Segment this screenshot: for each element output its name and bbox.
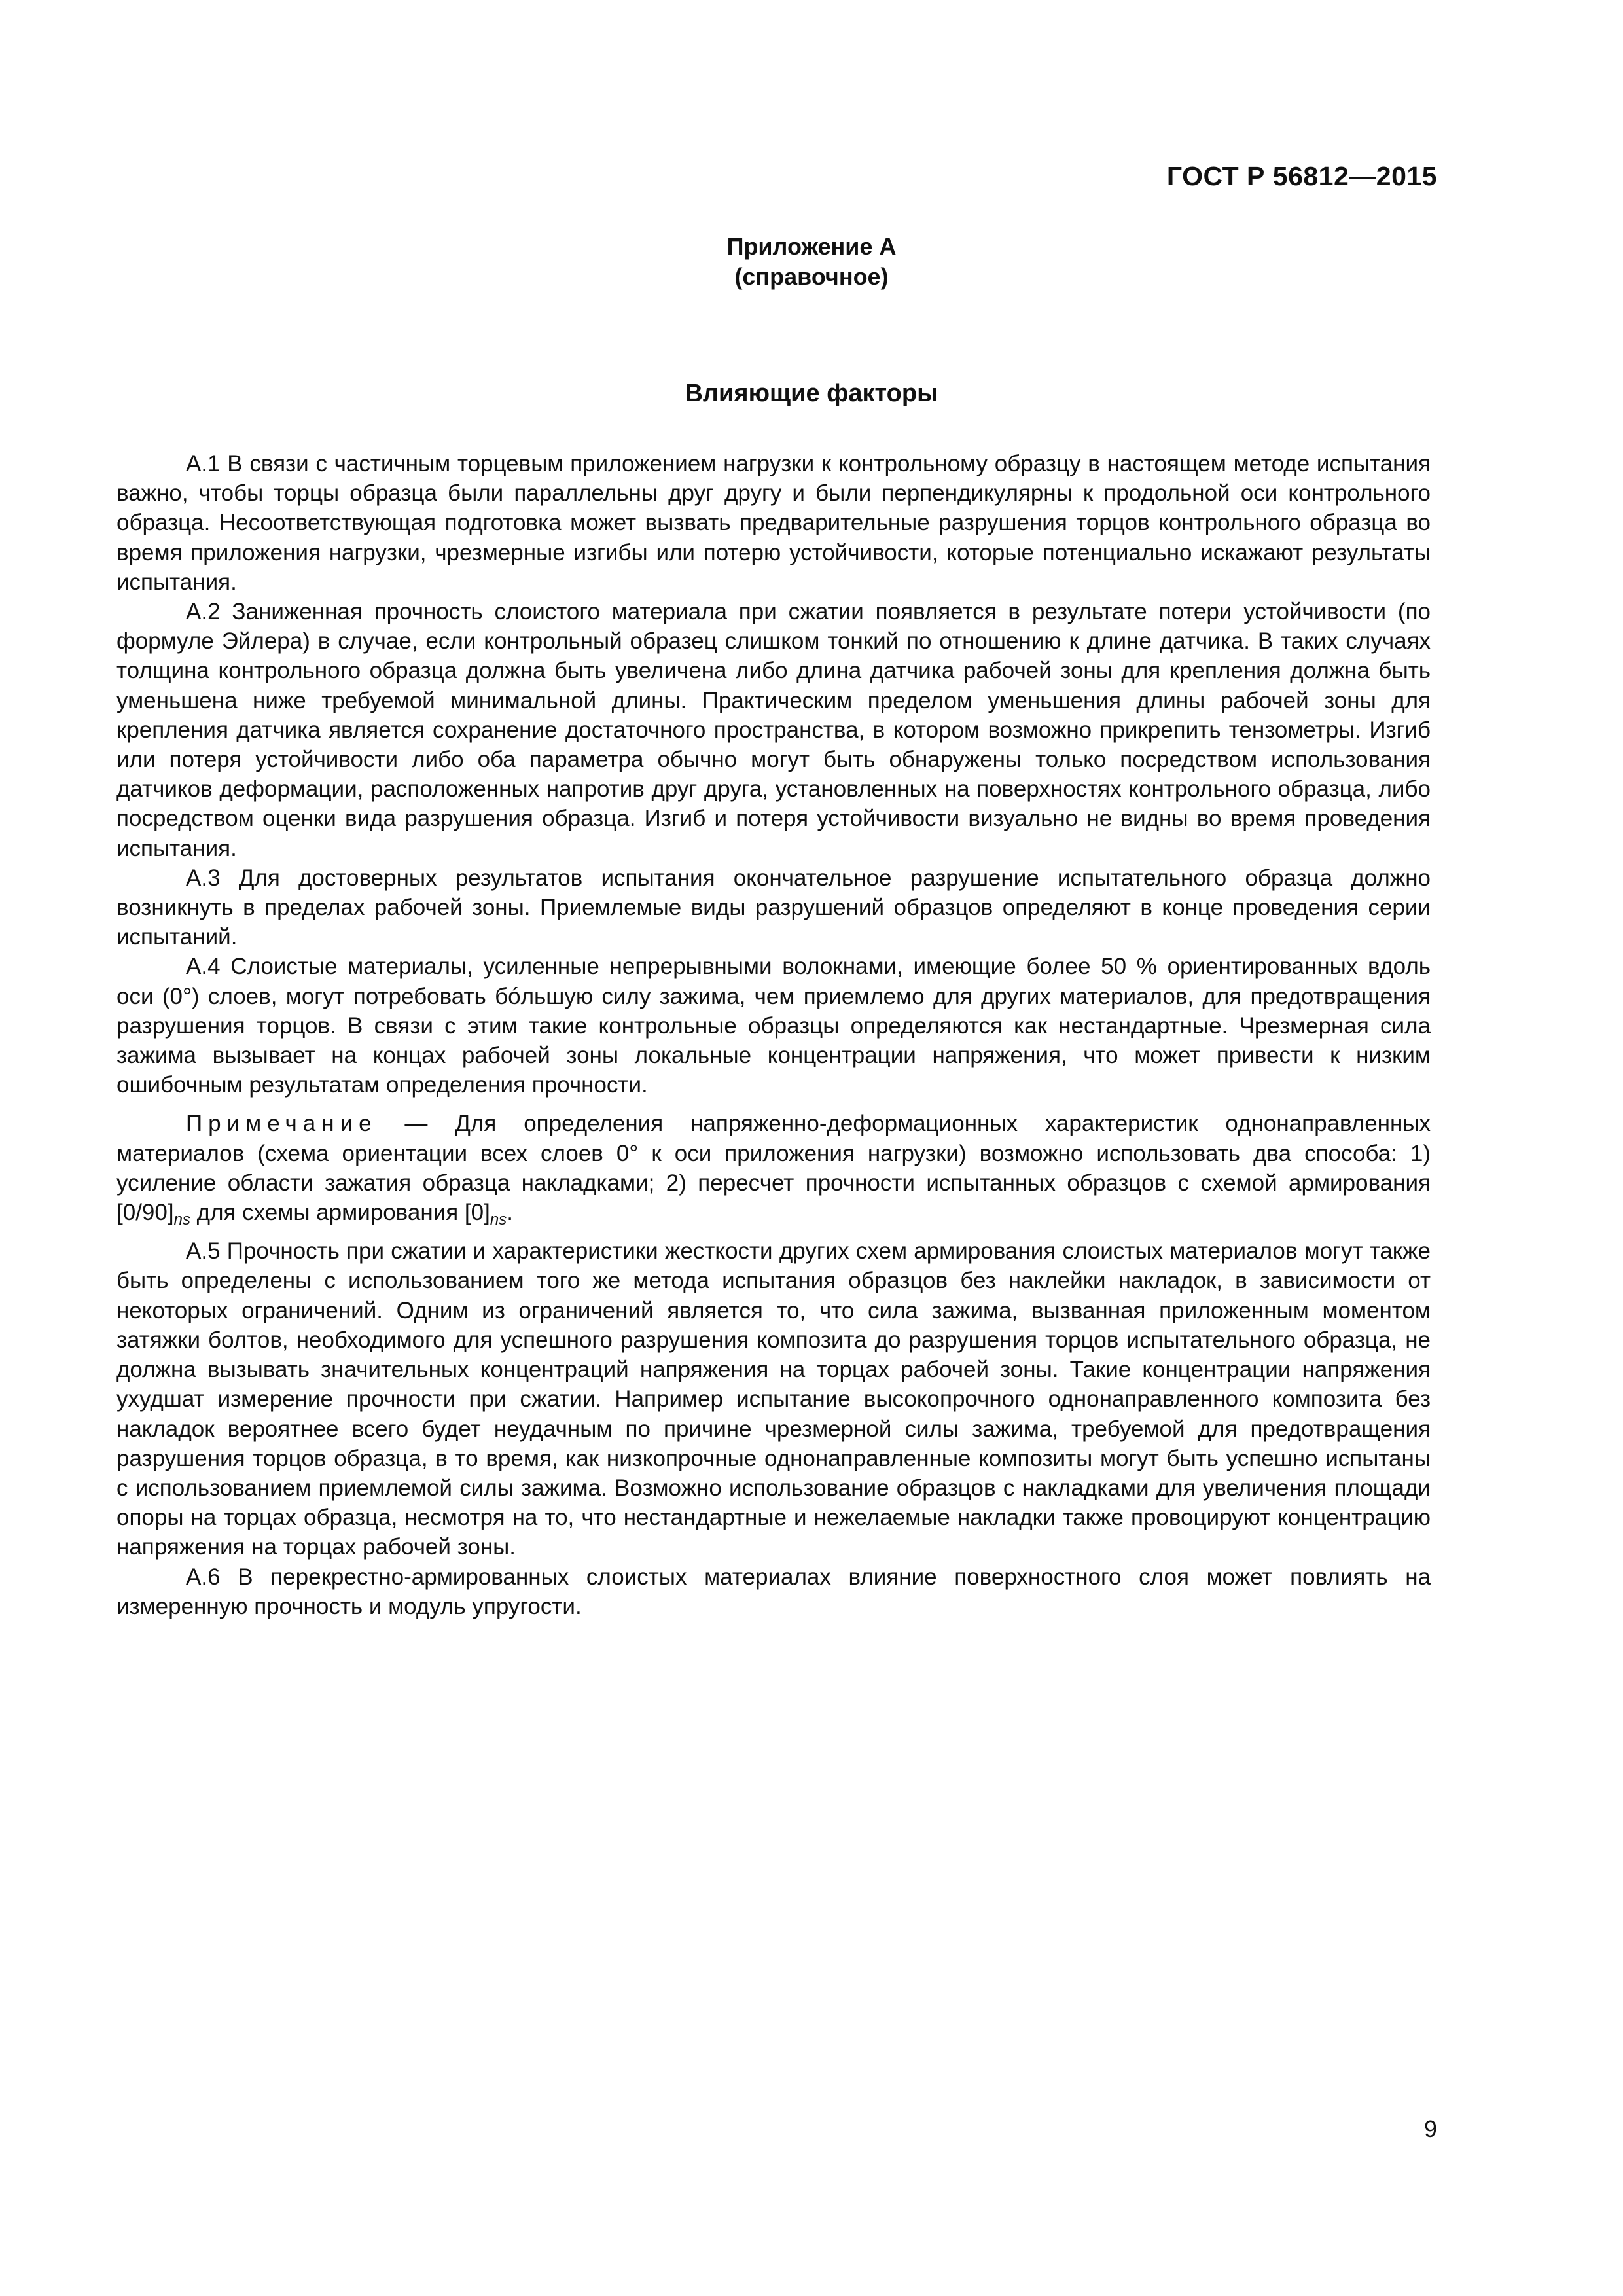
- appendix-status: (справочное): [734, 263, 889, 290]
- note-paragraph: [116, 1109, 1431, 1227]
- paragraph-a5: А.5 Прочность при сжатии и характеристики жесткости других схем армирования слоистых материалов могут также быть определены с использованием того же метода испытания образцов без наклейки накладок, в зависимости от некоторых ограничений. Одним из ограничений является то, что сила зажима, вызванная приложенным моментом затяжки болтов, необходимого для успешного разрушения композита до разрушения торцов испытательного образца, не должна вызывать значительных концентраций напряжения на торцах рабочей зоны. Такие концентрации напряжения ухудшат измерение прочности при сжатии. Например испытание высокопрочного однонаправленного композита без накладок вероятнее всего будет неудачным по причине чрезмерной силы зажима, требуемой для предотвращения разрушения торцов образца, в то время, как низкопрочные однонаправленные композиты могут быть успешно испытаны с использованием приемлемой силы зажима. Возможно использование образцов с накладками для увеличения площади опоры на торцах образца, несмотря на то, что нестандартные и нежелаемые накладки также провоцируют концентрацию напряжения на торцах рабочей зоны.: [116, 1238, 1431, 1560]
- appendix-title: Приложение А: [726, 233, 897, 260]
- paragraph-a1: А.1 В связи с частичным торцевым приложением нагрузки к контрольному образцу в настоящем методе испытания важно, чтобы торцы образца были параллельны друг другу и были перпендикулярны к продольной оси контрольного образца. Несоответствующая подготовка может вызвать предварительные разрушения торцов контрольного образца во время приложения нагрузки, чрезмерные изгибы или потерю устойчивости, которые потенциально искажают результаты испытания.: [116, 451, 1431, 595]
- appendix-heading: [0, 232, 1623, 292]
- note-end: .: [507, 1200, 513, 1226]
- paragraph-a6: А.6 В перекрестно-армированных слоистых материалах влияние поверхностного слоя может повлиять на измеренную прочность и модуль упругости.: [116, 1564, 1431, 1619]
- note-label: Примечание: [186, 1111, 378, 1137]
- standard-designation: ГОСТ Р 56812—2015: [1166, 161, 1437, 191]
- document-body: [116, 449, 1431, 1621]
- note-subscript-1: ns: [173, 1211, 190, 1229]
- note-text: — Для определения напряженно-деформационных характеристик однонаправленных материалов (схема ориентации всех слоев 0° к оси приложения нагрузки) возможно использовать два способа: 1) усиление области зажатия образца накладками; 2) пересчет прочности испытанных образцов с схемой армирования: [116, 1111, 1431, 1196]
- paragraph-a2: А.2 Заниженная прочность слоистого материала при сжатии появляется в результате потери устойчивости (по формуле Эйлера) в случае, если контрольный образец слишком тонкий по отношению к длине датчика. В таких случаях толщина контрольного образца должна быть увеличена либо длина датчика рабочей зоны для крепления должна быть уменьшена ниже требуемой минимальной длины. Практическим пределом уменьшения длины рабочей зоны для крепления датчика является сохранение достаточного пространства, в котором возможно прикрепить тензометры. Изгиб или потеря устойчивости либо оба параметра обычно могут быть обнаружены только посредством использования датчиков деформации, расположенных напротив друг друга, установленных на поверхностях контрольного образца, либо посредством оценки вида разрушения образца. Изгиб и потеря устойчивости визуально не видны во время проведения испытания.: [116, 599, 1431, 861]
- paragraph-a4: А.4 Слоистые материалы, усиленные непрерывными волокнами, имеющие более 50 % ориентированных вдоль оси (0°) слоев, могут потребовать бóльшую силу зажима, чем приемлемо для других материалов, для предотвращения разрушения торцов. В связи с этим такие контрольные образцы определяются как нестандартные. Чрезмерная сила зажима вызывает на концах рабочей зоны локальные концентрации напряжения, что может привести к низким ошибочным результатам определения прочности.: [116, 954, 1431, 1098]
- note-formula-2: [0]: [464, 1200, 490, 1226]
- page-number: 9: [1423, 2115, 1437, 2142]
- section-title: Влияющие факторы: [685, 380, 938, 407]
- note-formula-1: [0/90]: [116, 1200, 174, 1226]
- note-mid-text: для схемы армирования: [190, 1200, 465, 1226]
- paragraph-a3: А.3 Для достоверных результатов испытания окончательное разрушение испытательного образца должно возникнуть в пределах рабочей зоны. Приемлемые виды разрушений образцов определяют в конце проведения серии испытаний.: [116, 865, 1431, 950]
- note-subscript-2: ns: [490, 1211, 507, 1229]
